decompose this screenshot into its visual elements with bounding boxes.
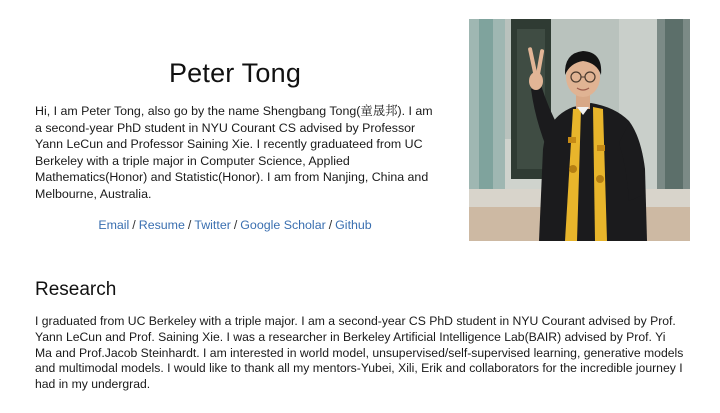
- research-heading: Research: [35, 279, 117, 300]
- page-title: Peter Tong: [168, 58, 302, 88]
- github-link[interactable]: Github: [335, 218, 372, 232]
- twitter-link[interactable]: Twitter: [194, 218, 231, 232]
- email-link[interactable]: Email: [98, 218, 130, 232]
- profile-photo: [469, 19, 690, 241]
- profile-links: [35, 217, 435, 233]
- link-separator: /: [132, 218, 136, 232]
- research-paragraph: I graduated from UC Berkeley with a triple major. I am a second-year CS PhD student in NYU Courant advised by Prof. Yann LeCun and Prof. Saining Xie. I was a researcher in Berkeley Artificial Intelligence Lab(BAIR) advised by Prof. Yi Ma and Prof.Jacob Steinhardt. I am interested in world model, unsupervised/self-supervised learning, generative models and multimodal models. I would like to thank all my mentors-Yubei, Xili, Erik and collaborators for the incredible journey I had in my undergrad.: [35, 314, 684, 392]
- bio-paragraph: Hi, I am Peter Tong, also go by the name Shengbang Tong(童晟邦). I am a second-year PhD student in NYU Courant CS advised by Professor Yann LeCun and Professor Saining Xie. I recently graduateed from UC Berkeley with a triple major in Computer Science, Applied Mathematics(Honor) and Statistic(Honor). I am from Nanjing, China and Melbourne, Australia.: [35, 104, 433, 201]
- profile-photo-illustration: [469, 19, 690, 241]
- google-scholar-link[interactable]: Google Scholar: [240, 218, 326, 232]
- link-separator: /: [233, 218, 238, 232]
- research-section: [35, 278, 685, 393]
- intro-section: [35, 55, 435, 233]
- link-separator: /: [328, 218, 333, 232]
- link-separator: /: [187, 218, 192, 232]
- resume-link[interactable]: Resume: [138, 218, 185, 232]
